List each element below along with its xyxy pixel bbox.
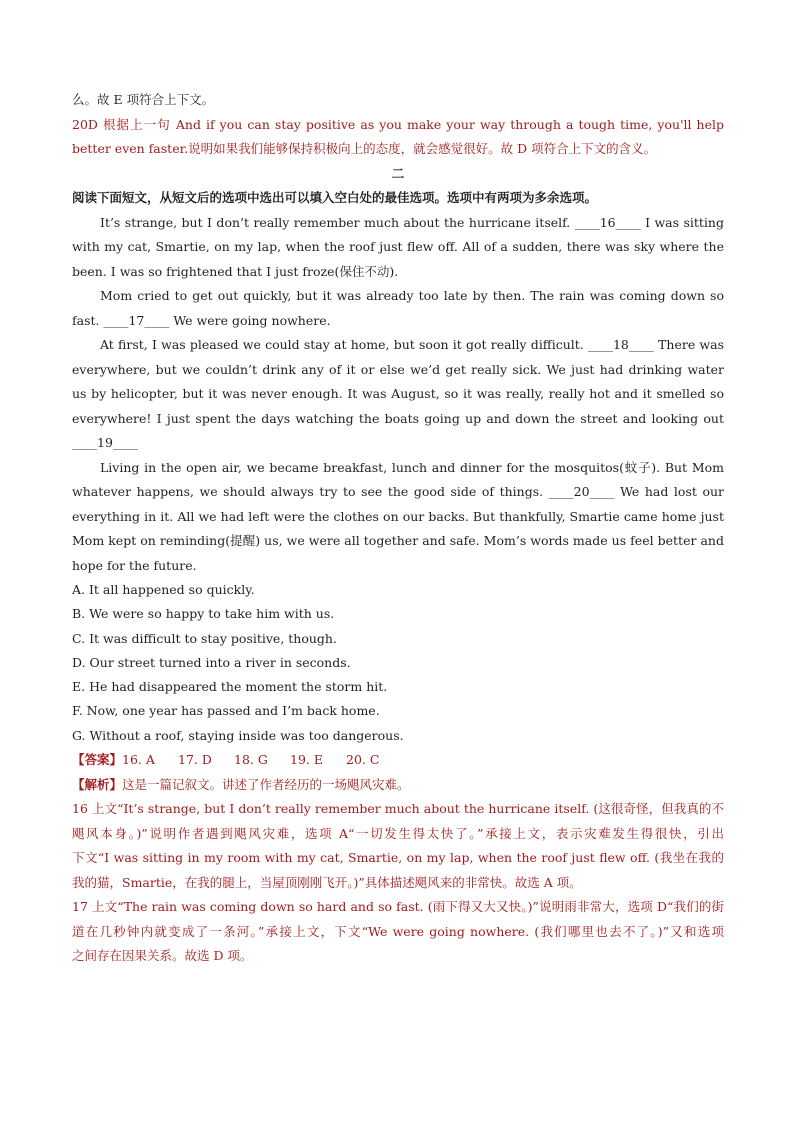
passage-p4-line3: everything in it. All we had left were the clothes on our backs. But thankfully, Smartie came home just bbox=[72, 508, 724, 524]
q20-analysis-line1: 20D 根据上一句 And if you can stay positive as you make your way through a tough time, you'll help bbox=[72, 116, 724, 132]
document-page bbox=[72, 88, 724, 969]
prev-analysis-end: 么。故 E 项符合上下文。 bbox=[72, 92, 215, 107]
passage-p3-line2: everywhere, but we couldn’t drink any of it or else we’d get really sick. We just had drinking water bbox=[72, 361, 724, 377]
passage-p4-line1: Living in the open air, we became breakfast, lunch and dinner for the mosquitos(蚊子). But Mom bbox=[100, 459, 724, 475]
passage-p2-line1: Mom cried to get out quickly, but it was already too late by then. The rain was coming down so bbox=[100, 288, 724, 303]
option-a: A. It all happened so quickly. bbox=[72, 582, 255, 597]
option-e: E. He had disappeared the moment the storm hit. bbox=[72, 679, 388, 695]
passage-p4-line2: whatever happens, we should always try to see the good side of things. ____20____ We had lost our bbox=[72, 484, 724, 499]
option-f: F. Now, one year has passed and I’m back home. bbox=[72, 703, 380, 719]
q16-analysis-line1: 16 上文“It’s strange, but I don’t really remember much about the hurricane itself. (这很奇怪，但我真的不 bbox=[72, 801, 724, 817]
passage-p3-line1: At first, I was pleased we could stay at home, but soon it got really difficult. ____18____ There was bbox=[100, 337, 724, 352]
q16-analysis-line4: 我的猫，Smartie，在我的腿上，当屋顶刚刚飞开。)”具体描述飓风来的非常快。故选 A 项。 bbox=[72, 874, 582, 890]
passage-p1-line1: It’s strange, but I don’t really remember much about the hurricane itself. ____16____ I was sitting bbox=[100, 214, 724, 230]
answer-20: 20. C bbox=[346, 752, 380, 768]
answer-17: 17. D bbox=[178, 752, 212, 768]
q17-analysis-line3: 之间存在因果关系。故选 D 项。 bbox=[72, 948, 253, 964]
analysis-label: 【解析】 bbox=[72, 776, 123, 792]
analysis-summary: 这是一篇记叙文。讲述了作者经历的一场飓风灾难。 bbox=[122, 776, 410, 792]
passage-p3-line4: everywhere! I just spent the days watching the boats going up and down the street and looking out bbox=[72, 410, 724, 426]
option-d: D. Our street turned into a river in seconds. bbox=[72, 654, 351, 670]
passage-p1-line2: with my cat, Smartie, on my lap, when the roof just flew off. All of a sudden, there was sky where the bbox=[72, 239, 724, 254]
q17-analysis-line1: 17 上文“The rain was coming down so hard and so fast. (雨下得又大又快。)”说明雨非常大，选项 D“我们的街 bbox=[72, 899, 724, 915]
passage-p4-line4: Mom kept on reminding(提醒) us, we were all together and safe. Mom’s words made us feel better and bbox=[72, 533, 724, 548]
passage-p3-line5: ____19____ bbox=[72, 435, 138, 450]
passage-p4-line5: hope for the future. bbox=[72, 557, 197, 573]
answer-16: 16. A bbox=[122, 752, 155, 768]
section-instruction: 阅读下面短文，从短文后的选项中选出可以填入空白处的最佳选项。选项中有两项为多余选项。 bbox=[72, 190, 598, 205]
options-list bbox=[72, 578, 724, 748]
passage-p2-line2: fast. ____17____ We were going nowhere. bbox=[72, 312, 331, 328]
q16-analysis-line2: 飓风本身。)”说明作者遇到飓风灾难，选项 A“一切发生得太快了。”承接上文，表示灾难发生得很快，引出 bbox=[72, 825, 724, 841]
analysis-summary-row bbox=[72, 773, 724, 798]
q20-analysis-line2: better even faster.说明如果我们能够保持积极向上的态度，就会感觉很好。故 D 项符合上下文的含义。 bbox=[72, 141, 657, 156]
passage-p1-line3: been. I was so frightened that I just froze(保住不动). bbox=[72, 263, 399, 279]
q16-analysis-line3: 下文“I was sitting in my room with my cat, Smartie, on my lap, when the roof just flew off. (我坐在我的 bbox=[72, 850, 724, 866]
answer-18: 18. G bbox=[234, 752, 268, 768]
option-c: C. It was difficult to stay positive, though. bbox=[72, 630, 337, 646]
option-b: B. We were so happy to take him with us. bbox=[72, 606, 335, 622]
answer-row bbox=[72, 748, 724, 773]
answer-19: 19. E bbox=[290, 752, 323, 768]
answer-label: 【答案】 bbox=[72, 752, 123, 768]
option-g: G. Without a roof, staying inside was too dangerous. bbox=[72, 727, 404, 743]
section-number: 二 bbox=[391, 165, 405, 181]
q17-analysis-line2: 道在几秒钟内就变成了一条河。”承接上文，下文“We were going nowhere. (我们哪里也去不了。)”又和选项 bbox=[72, 923, 724, 939]
passage-p3-line3: us by helicopter, but it was never enough. It was August, so it was really, really hot and it smelled so bbox=[72, 386, 724, 401]
